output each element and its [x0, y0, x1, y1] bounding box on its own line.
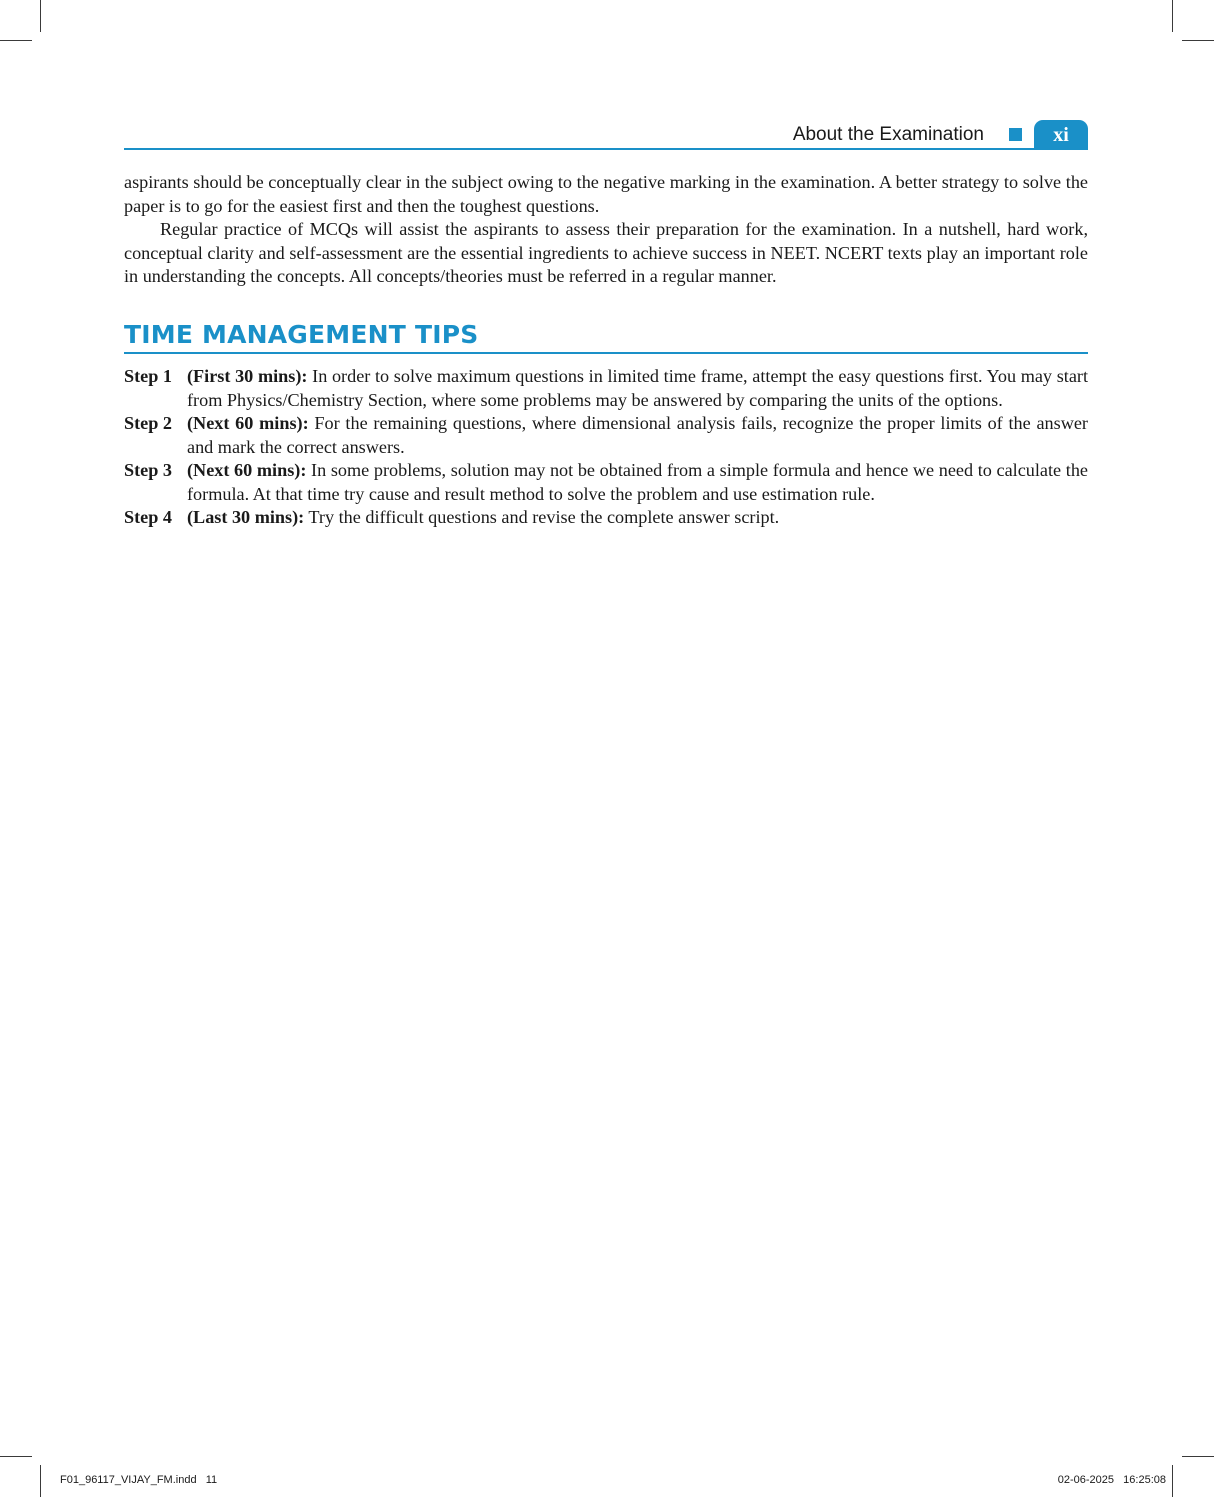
page-number: xi	[1053, 123, 1069, 146]
running-head	[124, 119, 1088, 150]
running-head-section: About the Examination	[792, 124, 984, 145]
intro-paragraph-1: aspirants should be conceptually clear in the subject owing to the negative marking in the examination. A better strategy to solve the paper is to go for the easiest first and then the toughest questions.	[124, 172, 1088, 216]
list-item	[124, 365, 1088, 412]
step-body	[187, 365, 1088, 412]
list-item	[124, 459, 1088, 506]
crop-mark-top-left-h	[0, 40, 32, 41]
step-label: Step 3	[124, 460, 172, 480]
step-time: (Next 60 mins):	[187, 413, 309, 433]
step-label: Step 4	[124, 507, 172, 527]
slug-file-name: F01_96117_VIJAY_FM.indd 11	[60, 1474, 218, 1486]
list-item	[124, 506, 1088, 530]
step-time: (First 30 mins):	[187, 366, 308, 386]
section-heading	[124, 320, 1088, 354]
crop-mark-bottom-left-h	[0, 1456, 32, 1457]
section-heading-text: TIME MANAGEMENT TIPS	[124, 320, 479, 349]
step-time: (Last 30 mins):	[187, 507, 305, 527]
folio-tab	[1034, 120, 1088, 150]
crop-mark-bottom-right-h	[1182, 1456, 1214, 1457]
step-text: For the remaining questions, where dimensional analysis fails, recognize the proper limits of the answer and mark the correct answers.	[187, 413, 1088, 457]
list-item	[124, 412, 1088, 459]
crop-mark-top-right	[1172, 0, 1173, 32]
step-body	[187, 412, 1088, 459]
square-marker-icon	[1009, 128, 1022, 141]
crop-mark-top-left	[40, 0, 41, 32]
step-body	[187, 459, 1088, 506]
crop-mark-top-right-h	[1182, 40, 1214, 41]
intro-paragraph-2: Regular practice of MCQs will assist the aspirants to assess their preparation for the examination. In a nutshell, hard work, conceptual clarity and self-assessment are the essential ingredients to achieve success in NEET. NCERT texts play an important role in understanding the concepts. All concepts/theories must be referred in a regular manner.	[124, 219, 1088, 286]
step-label: Step 2	[124, 413, 172, 433]
step-text: Try the difficult questions and revise the complete answer script.	[304, 507, 780, 527]
running-head-rule	[124, 148, 1088, 150]
crop-mark-bottom-left	[40, 1465, 41, 1497]
step-label: Step 1	[124, 366, 172, 386]
slug-timestamp: 02-06-2025 16:25:08	[1057, 1474, 1166, 1486]
step-time: (Next 60 mins):	[187, 460, 307, 480]
crop-mark-bottom-right	[1172, 1465, 1173, 1497]
step-body	[187, 506, 1088, 530]
step-text: In some problems, solution may not be obtained from a simple formula and hence we need to calculate the formula. At that time try cause and result method to solve the problem and use estimation rule.	[187, 460, 1088, 504]
step-text: In order to solve maximum questions in limited time frame, attempt the easy questions first. You may start from Physics/Chemistry Section, where some problems may be answered by comparing the units of the options.	[187, 366, 1089, 410]
intro-text	[124, 171, 1088, 289]
steps-list	[124, 365, 1088, 530]
